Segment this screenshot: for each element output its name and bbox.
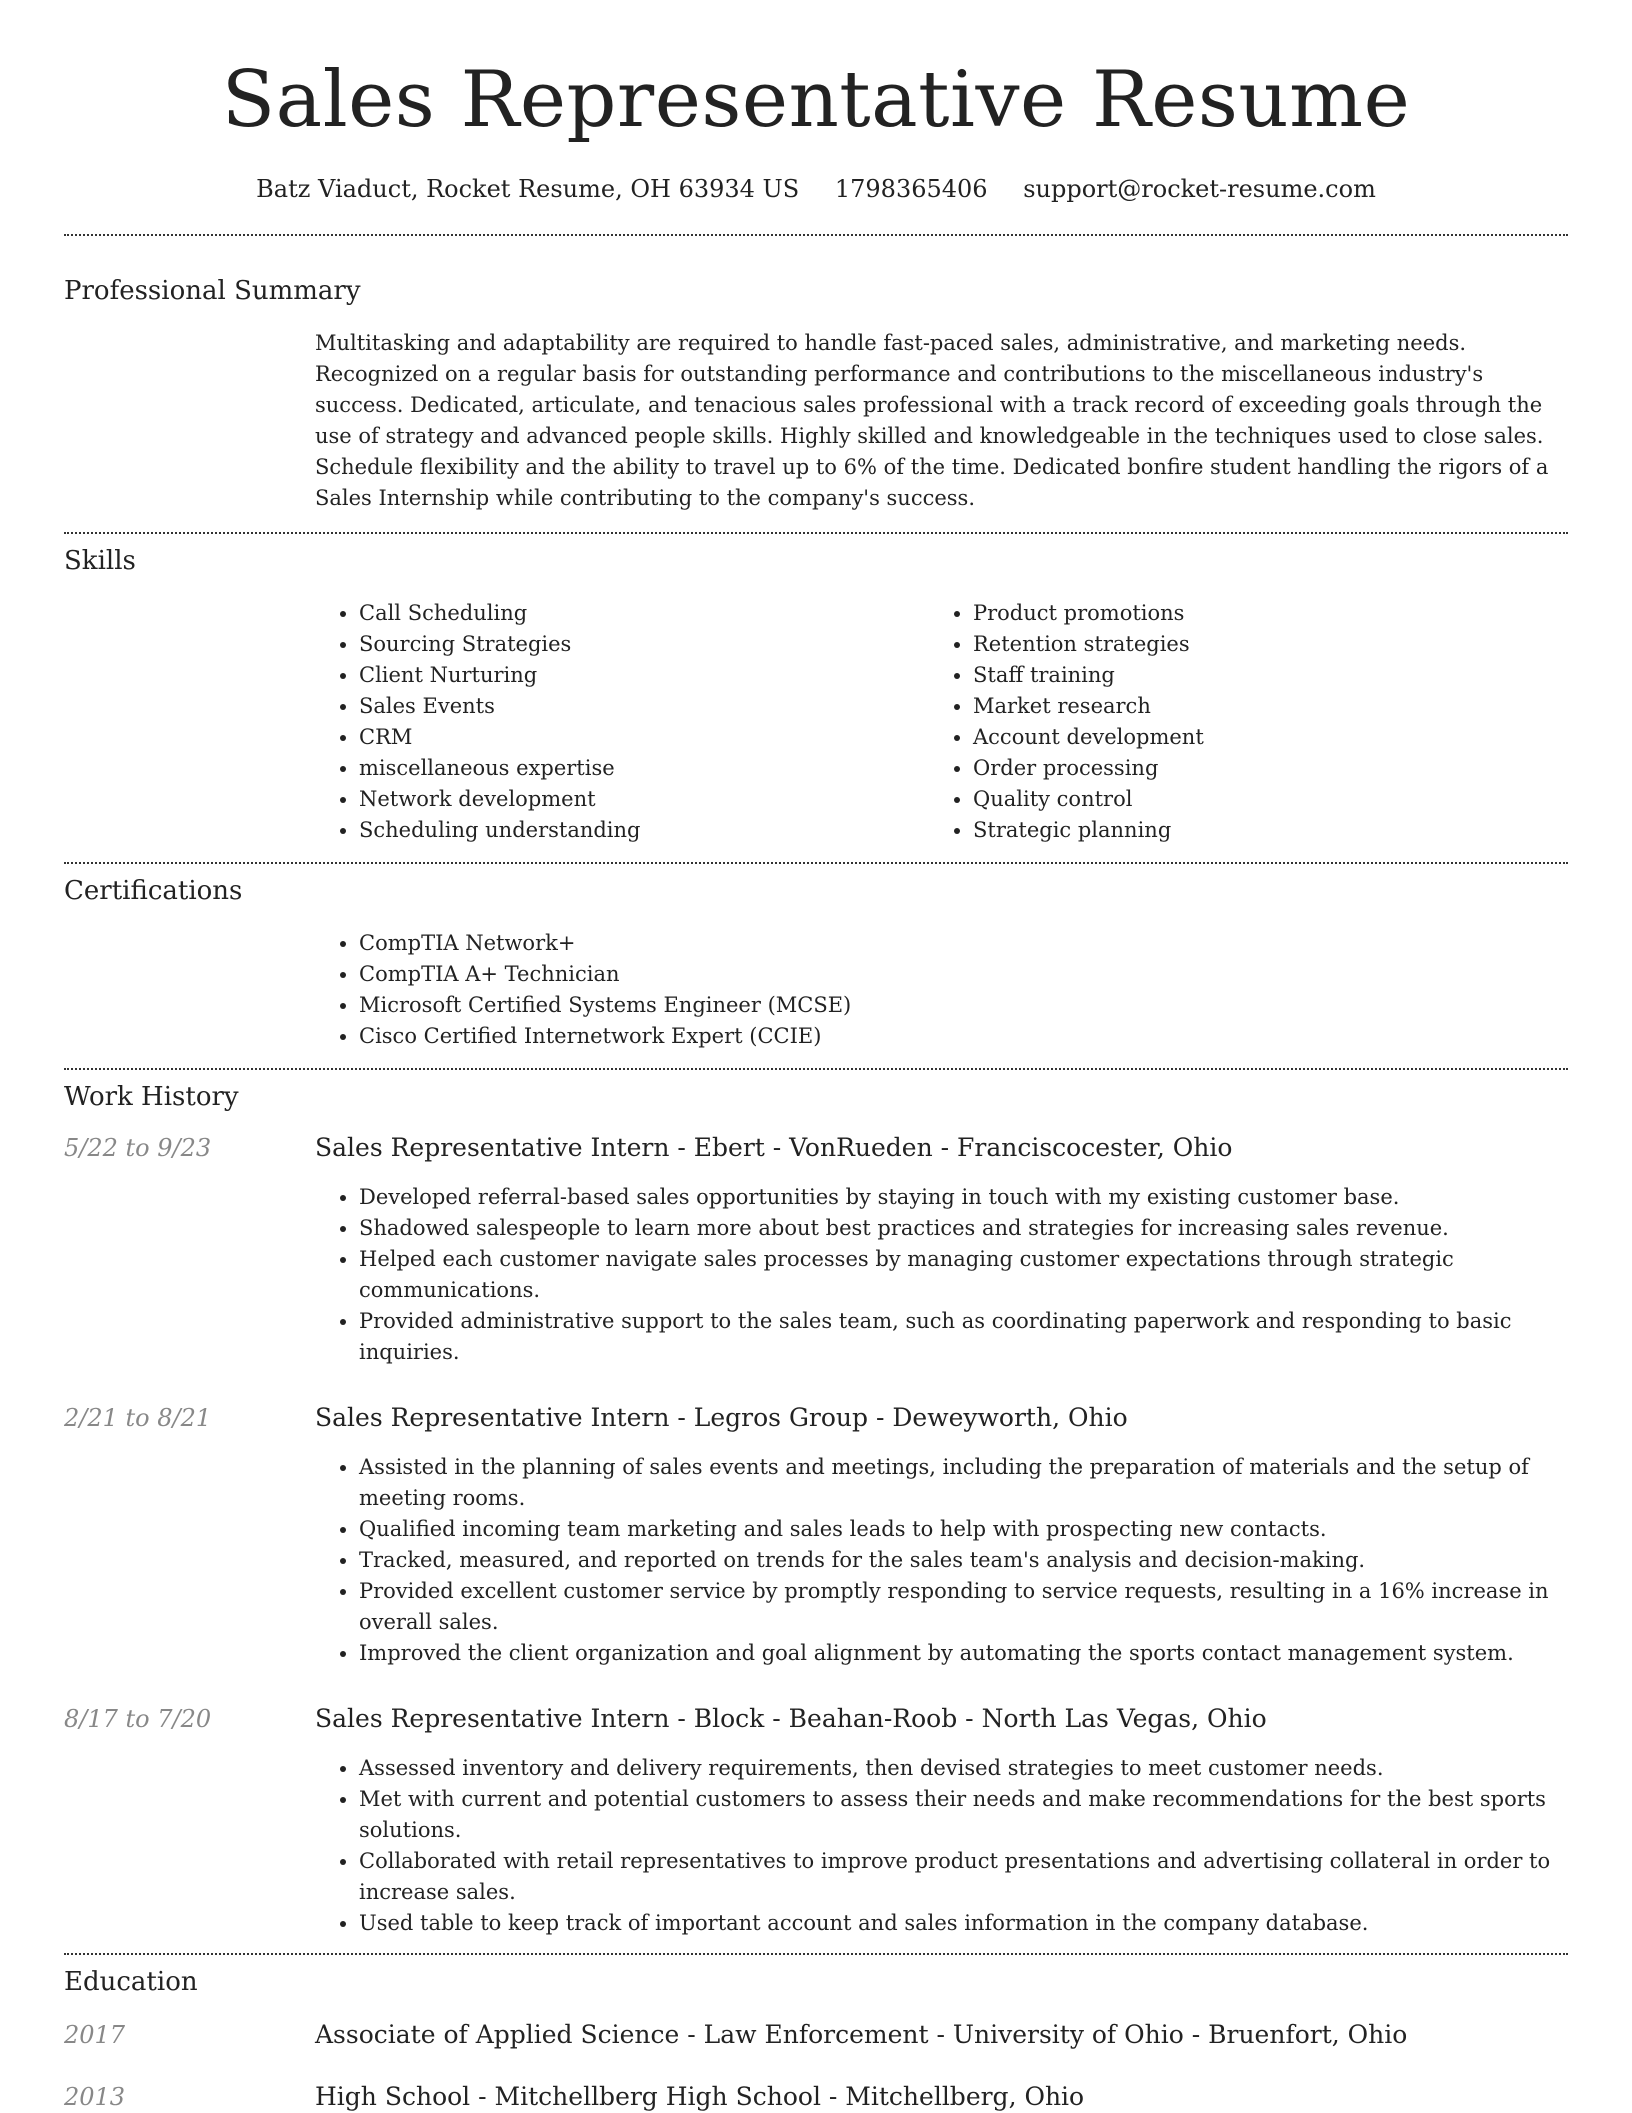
skills-list-right: [929, 598, 1543, 846]
job-heading: [315, 1132, 1568, 1164]
education-entry: [64, 2019, 1568, 2051]
separator: -: [820, 2082, 846, 2111]
job-bullet: • Collaborated with retail representatives to improve product presentations and advertising collateral in order to increase sales.: [359, 1846, 1568, 1908]
contact-phone: 1798365406: [834, 175, 988, 203]
separator: -: [957, 1704, 982, 1733]
job-bullet: • Assessed inventory and delivery requirements, then devised strategies to meet customer needs.: [359, 1753, 1568, 1784]
education-year: 2017: [64, 2021, 126, 2049]
job-dates: 2/21 to 8/21: [64, 1404, 212, 1432]
certification-item: • CompTIA Network+: [359, 928, 1568, 959]
education-heading: [315, 2081, 1568, 2113]
skills-section: [64, 544, 1568, 846]
certification-item: • Microsoft Certified Systems Engineer (MCSE): [359, 990, 1568, 1021]
skills-left-gutter: [64, 598, 315, 846]
separator: -: [928, 2020, 953, 2049]
job-heading: [315, 1402, 1568, 1434]
skill-item: • Account development: [973, 722, 1543, 753]
separator: -: [669, 1704, 694, 1733]
job-company: Ebert - VonRueden: [693, 1133, 933, 1162]
job-bullet-list: [315, 1182, 1568, 1368]
section-divider: [64, 532, 1568, 534]
education-location: Mitchellberg, Ohio: [845, 2082, 1085, 2111]
education-year: 2013: [64, 2083, 126, 2111]
job-company: Legros Group: [693, 1403, 869, 1432]
education-degree: High School: [315, 2082, 471, 2111]
section-heading-work-history: Work History: [64, 1082, 239, 1112]
skill-item: • Order processing: [973, 753, 1543, 784]
certifications-list: [315, 928, 1568, 1052]
job-entry: [64, 1703, 1568, 1939]
job-title: Sales Representative Intern: [315, 1704, 670, 1733]
separator: -: [932, 1133, 958, 1162]
education-degree: Associate of Applied Science - Law Enforcement: [315, 2020, 929, 2049]
section-heading-summary: Professional Summary: [64, 276, 361, 306]
job-bullet: • Shadowed salespeople to learn more about best practices and strategies for increasing sales revenue.: [359, 1213, 1568, 1244]
education-heading: [315, 2019, 1568, 2051]
skill-item: • Call Scheduling: [359, 598, 929, 629]
job-bullet: • Used table to keep track of important account and sales information in the company database.: [359, 1908, 1568, 1939]
job-dates: 8/17 to 7/20: [64, 1705, 212, 1733]
skill-item: • Strategic planning: [973, 815, 1543, 846]
job-bullet: • Assisted in the planning of sales events and meetings, including the preparation of materials and the setup of meeting rooms.: [359, 1452, 1568, 1514]
education-school: Mitchellberg High School: [494, 2082, 821, 2111]
separator: -: [669, 1133, 694, 1162]
skill-item: • Client Nurturing: [359, 660, 929, 691]
separator: -: [1183, 2020, 1209, 2049]
job-bullet: • Helped each customer navigate sales processes by managing customer expectations through strategic communications.: [359, 1244, 1568, 1306]
job-entry: [64, 1402, 1568, 1669]
separator: -: [868, 1403, 893, 1432]
education-location: Bruenfort, Ohio: [1208, 2020, 1408, 2049]
education-section: [64, 1965, 1568, 2113]
skill-item: • Sourcing Strategies: [359, 629, 929, 660]
job-company: Block - Beahan-Roob: [693, 1704, 958, 1733]
job-heading: [315, 1703, 1568, 1735]
contact-line: [64, 174, 1568, 204]
section-divider: [64, 234, 1568, 236]
job-entry: [64, 1132, 1568, 1368]
skill-item: • CRM: [359, 722, 929, 753]
skill-item: • Sales Events: [359, 691, 929, 722]
separator: -: [470, 2082, 495, 2111]
summary-section: [64, 274, 1568, 514]
job-bullet-list: [315, 1753, 1568, 1939]
contact-email: support@rocket-resume.com: [1023, 175, 1376, 203]
job-title: Sales Representative Intern: [315, 1403, 670, 1432]
summary-left-gutter: [64, 328, 315, 514]
summary-text: Multitasking and adaptability are required to handle fast-paced sales, administrative, and marketing needs. Recognized on a regular basis for outstanding performance and contributions to the miscellaneous industry's success. Dedicated, articulate, and tenacious sales professional with a track record of exceeding goals through the use of strategy and advanced people skills. Highly skilled and knowledgeable in the techniques used to close sales. Schedule flexibility and the ability to travel up to 6% of the time. Dedicated bonfire student handling the rigors of a Sales Internship while contributing to the company's success.: [315, 331, 1549, 510]
work-history-section: [64, 1080, 1568, 1953]
job-bullet: • Met with current and potential customers to assess their needs and make recommendations for the best sports solutions.: [359, 1784, 1568, 1846]
job-bullet: • Tracked, measured, and reported on trends for the sales team's analysis and decision-making.: [359, 1545, 1568, 1576]
job-bullet: • Qualified incoming team marketing and sales leads to help with prospecting new contacts.: [359, 1514, 1568, 1545]
skill-item: • miscellaneous expertise: [359, 753, 929, 784]
job-bullet: • Improved the client organization and goal alignment by automating the sports contact management system.: [359, 1638, 1568, 1669]
skill-item: • Quality control: [973, 784, 1543, 815]
certification-item: • Cisco Certified Internetwork Expert (CCIE): [359, 1021, 1568, 1052]
skill-item: • Network development: [359, 784, 929, 815]
job-bullet: • Developed referral-based sales opportunities by staying in touch with my existing customer base.: [359, 1182, 1568, 1213]
separator: -: [669, 1403, 694, 1432]
education-entry: [64, 2081, 1568, 2113]
job-title: Sales Representative Intern: [315, 1133, 670, 1162]
job-location: Deweyworth, Ohio: [892, 1403, 1128, 1432]
certifications-section: [64, 874, 1568, 1052]
section-heading-education: Education: [64, 1967, 198, 1997]
section-heading-skills: Skills: [64, 546, 136, 576]
job-bullet: • Provided administrative support to the sales team, such as coordinating paperwork and responding to basic inquiries.: [359, 1306, 1568, 1368]
section-divider: [64, 1068, 1568, 1070]
certification-item: • CompTIA A+ Technician: [359, 959, 1568, 990]
page-title: Sales Representative Resume: [221, 55, 1411, 145]
job-dates: 5/22 to 9/23: [64, 1134, 212, 1162]
job-bullet: • Provided excellent customer service by promptly responding to service requests, resulting in a 16% increase in overall sales.: [359, 1576, 1568, 1638]
section-divider: [64, 862, 1568, 864]
skills-list-left: [315, 598, 929, 846]
section-heading-certifications: Certifications: [64, 876, 243, 906]
contact-address: Batz Viaduct, Rocket Resume, OH 63934 US: [256, 175, 800, 203]
section-divider: [64, 1953, 1568, 1955]
certifications-left-gutter: [64, 928, 315, 1052]
skill-item: • Scheduling understanding: [359, 815, 929, 846]
skill-item: • Market research: [973, 691, 1543, 722]
education-school: University of Ohio: [952, 2020, 1184, 2049]
skill-item: • Product promotions: [973, 598, 1543, 629]
job-location: Franciscocester, Ohio: [957, 1133, 1233, 1162]
job-location: North Las Vegas, Ohio: [981, 1704, 1267, 1733]
skill-item: • Retention strategies: [973, 629, 1543, 660]
skill-item: • Staff training: [973, 660, 1543, 691]
job-bullet-list: [315, 1452, 1568, 1669]
